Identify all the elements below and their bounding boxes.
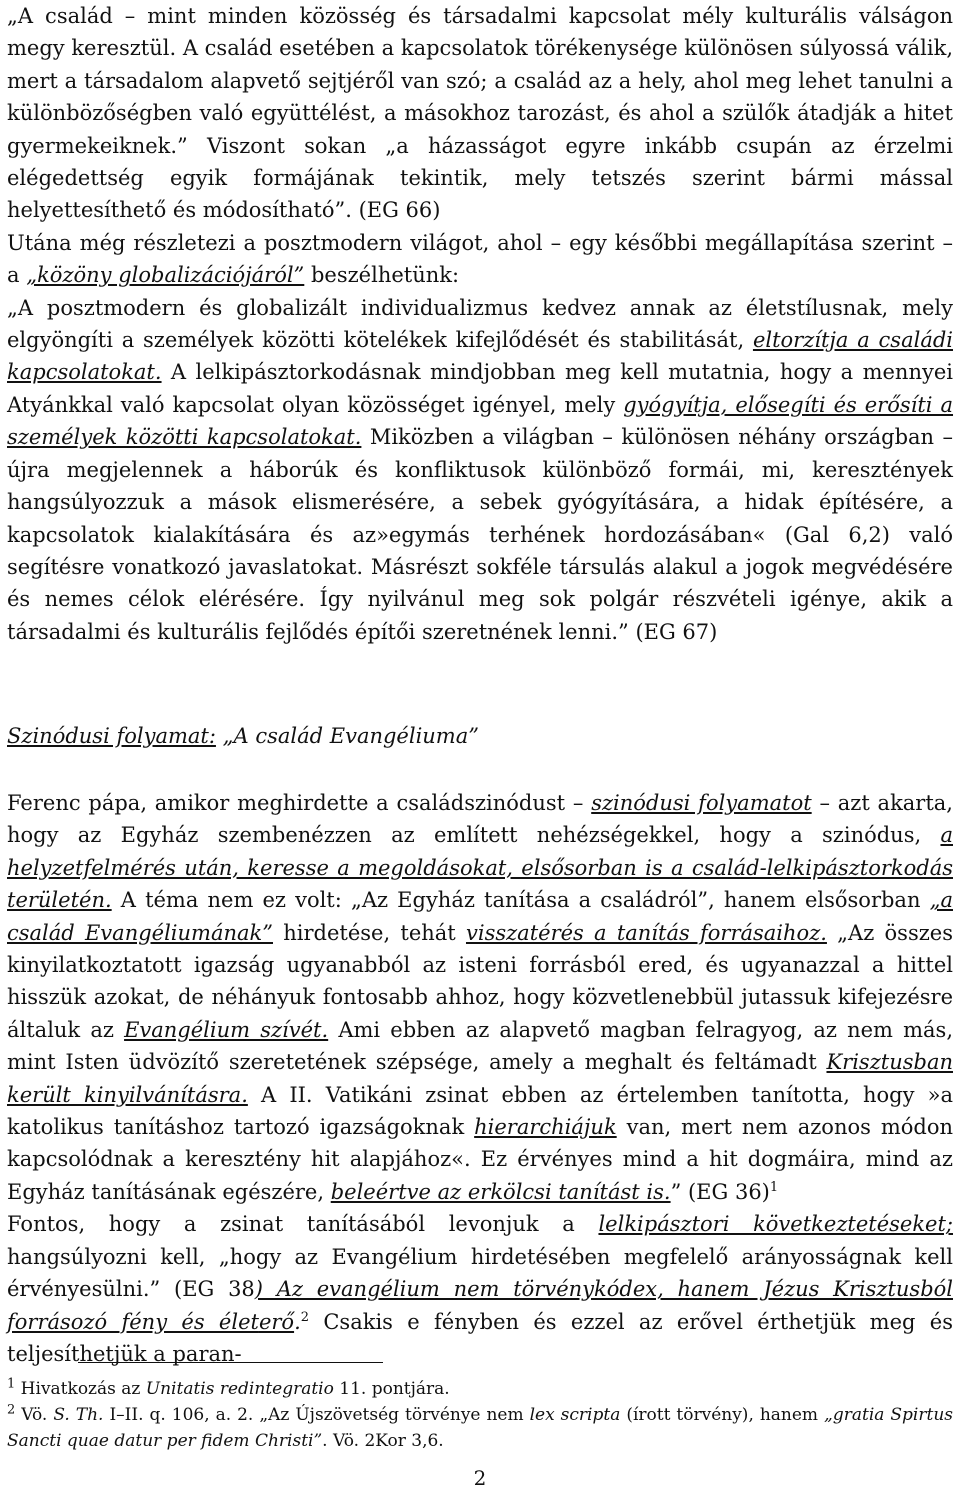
emphasis-text: erő	[258, 1309, 295, 1334]
paragraph-quote-eg66: „A család – mint minden közösség és társadalmi kapcsolat mély kulturális válságon megy keresztül. A család esetében a kapcsolatok törékenysége különösen súlyossá válik, mert a társadalom alapvető sejtjéről van szó; a család az a hely, ahol meg lehet tanulni a különbözőségben való együttélést, a másokhoz tarozást, és ahol a szülők átadják a hitet gyermekeiknek.” Viszont sokan „a házasságot egyre inkább csupán az érzelmi elégedettség egyik formájának tekintik, mely tetszés szerint bármi mással helyettesíthető és módosítható”. (EG 66)	[7, 4, 953, 223]
emphasis-text: szinódusi folyamatot	[591, 791, 812, 815]
emphasis-text: beleértve az erkölcsi tanítást is.	[330, 1179, 671, 1204]
footnote-2: $^2$ Vö. S. Th. I–II. q. 106, a. 2. „Az Újszövetség törvénye nem lex scripta (írott törvény), hanem „gratia Spirtus Sancti quae datur per fidem Christi”. Vö. 2Kor 3,6.	[7, 1402, 953, 1451]
section-synod	[7, 787, 953, 1370]
emphasis-text: a helyzetfelmérés után, keresse a megoldásokat, elsősorban is a család-lelkipásztorkodás területén.	[7, 823, 953, 913]
footnotes	[7, 1376, 953, 1454]
paragraph-pastoral: Fontos, hogy a zsinat tanításából levonjuk a lelkipásztori következtetéseket; hangsúlyozni kell, „hogy az Evangélium hirdetésében megfelelő arányosságnak kell érvényesülni.” (EG 38) Az evangélium nem törvénykódex, hanem Jézus Krisztusból forrásozó fény és életerő.$^2$ Csakis e fényben és ezzel az erővel érthetjük meg és teljesíthetjük a paran-	[7, 1212, 953, 1366]
footnote-1: $^1$ Hivatkozás az Unitatis redintegratio 11. pontjára.	[7, 1376, 450, 1399]
emphasis-text: hierarchiájuk	[474, 1115, 617, 1140]
paragraph-synod-process: Ferenc pápa, amikor meghirdette a családszinódust – szinódusi folyamatot – azt akarta, hogy az Egyház szembenézzen az említett nehézségekkel, hogy a szinódus, a helyzetfelmérés után, keresse a megoldásokat, elsősorban is a család-lelkipásztorkodás területén. A téma nem ez volt: „Az Egyház tanítása a családról”, hanem elsősorban „a család Evangéliumának” hirdetése, tehát visszatérés a tanítás forrásaihoz. „Az összes kinyilatkoztatott igazság ugyanabból az isteni forrásból ered, és ugyanazzal a hittel hisszük azokat, de néhányuk fontosabb ahhoz, hogy közvetlenebbül jutassuk kifejezésre általuk az Evangélium szívét. Ami ebben az alapvető magban felragyog, az nem más, mint Isten üdvözítő szeretetének szépsége, amely a meghalt és feltámadt Krisztusban került kinyilvánításra. A II. Vatikáni zsinat ebben az értelemben tanította, hogy »a katolikus tanításhoz tartozó igazságoknak hierarchiájuk van, mert nem azonos módon kapcsolódnak a keresztény hit alapjához«. Ez érvényes mind a hit dogmáira, mind az Egyház tanításának egészére, beleértve az erkölcsi tanítást is.” (EG 36)$^1$	[7, 791, 953, 1204]
emphasis-text: visszatérés a tanítás forrásaihoz.	[465, 920, 827, 945]
emphasis-text: lelkipásztori következtetéseket;	[598, 1212, 953, 1237]
paragraph-quote-eg67: „A posztmodern és globalizált individualizmus kedvez annak az életstílusnak, mely elgyöngíti a személyek közötti kötelékek kifejlődését és stabilitását, eltorzítja a családi kapcsolatokat. A lelkipásztorkodásnak mindjobban meg kell mutatnia, hogy a mennyei Atyánkkal való kapcsolat olyan közösséget igényel, mely gyógyítja, elősegíti és erősíti a személyek közötti kapcsolatokat. Miközben a világban – különösen néhány országban – újra megjelennek a háborúk és konfliktusok különböző formái, mi, keresztények hangsúlyozzuk a mások elismerésére, a sebek gyógyítására, a hidak építésére, a kapcsolatok kialakítására és az»egymás terhének hordozásában« (Gal 6,2) való segítésre vonatkozó javaslatokat. Másrészt sokféle társulás alakul a jogok megvédésére és nemes célok elérésére. Így nyilvánul meg sok polgár részvételi igénye, akik a társadalmi és kulturális fejlődés építői szeretnének lenni.” (EG 67)	[7, 295, 954, 644]
footnote-divider	[78, 1362, 383, 1363]
paragraph-postmodern: Utána még részletezi a posztmodern világot, ahol – egy későbbi megállapítása szerint – a „közöny globalizációjáról” beszélhetünk:	[7, 230, 953, 288]
section-heading: Szinódusi folyamat: „A család Evangéliuma”	[7, 724, 479, 748]
emphasis-text: eltorzítja a családi kapcsolatokat.	[7, 328, 953, 385]
section-intro	[7, 0, 953, 648]
emphasis-text: „közöny globalizációjáról”	[26, 263, 305, 288]
footnote-ref-1[interactable]: 1	[769, 1179, 779, 1195]
emphasis-text: Evangélium szívét.	[124, 1017, 329, 1042]
footnote-ref-2[interactable]: 2	[300, 1309, 310, 1325]
emphasis-text: ) Az evangélium nem törvénykódex, hanem Jézus Krisztusból forrásozó fény és élet	[7, 1277, 953, 1334]
emphasis-text: „a család Evangéliumának”	[7, 888, 953, 945]
emphasis-text: gyógyítja, elősegíti és erősíti a személyek közötti kapcsolatokat.	[7, 392, 954, 450]
page-number: 2	[473, 1466, 487, 1490]
emphasis-text: Krisztusban került kinyilvánításra.	[7, 1050, 953, 1107]
